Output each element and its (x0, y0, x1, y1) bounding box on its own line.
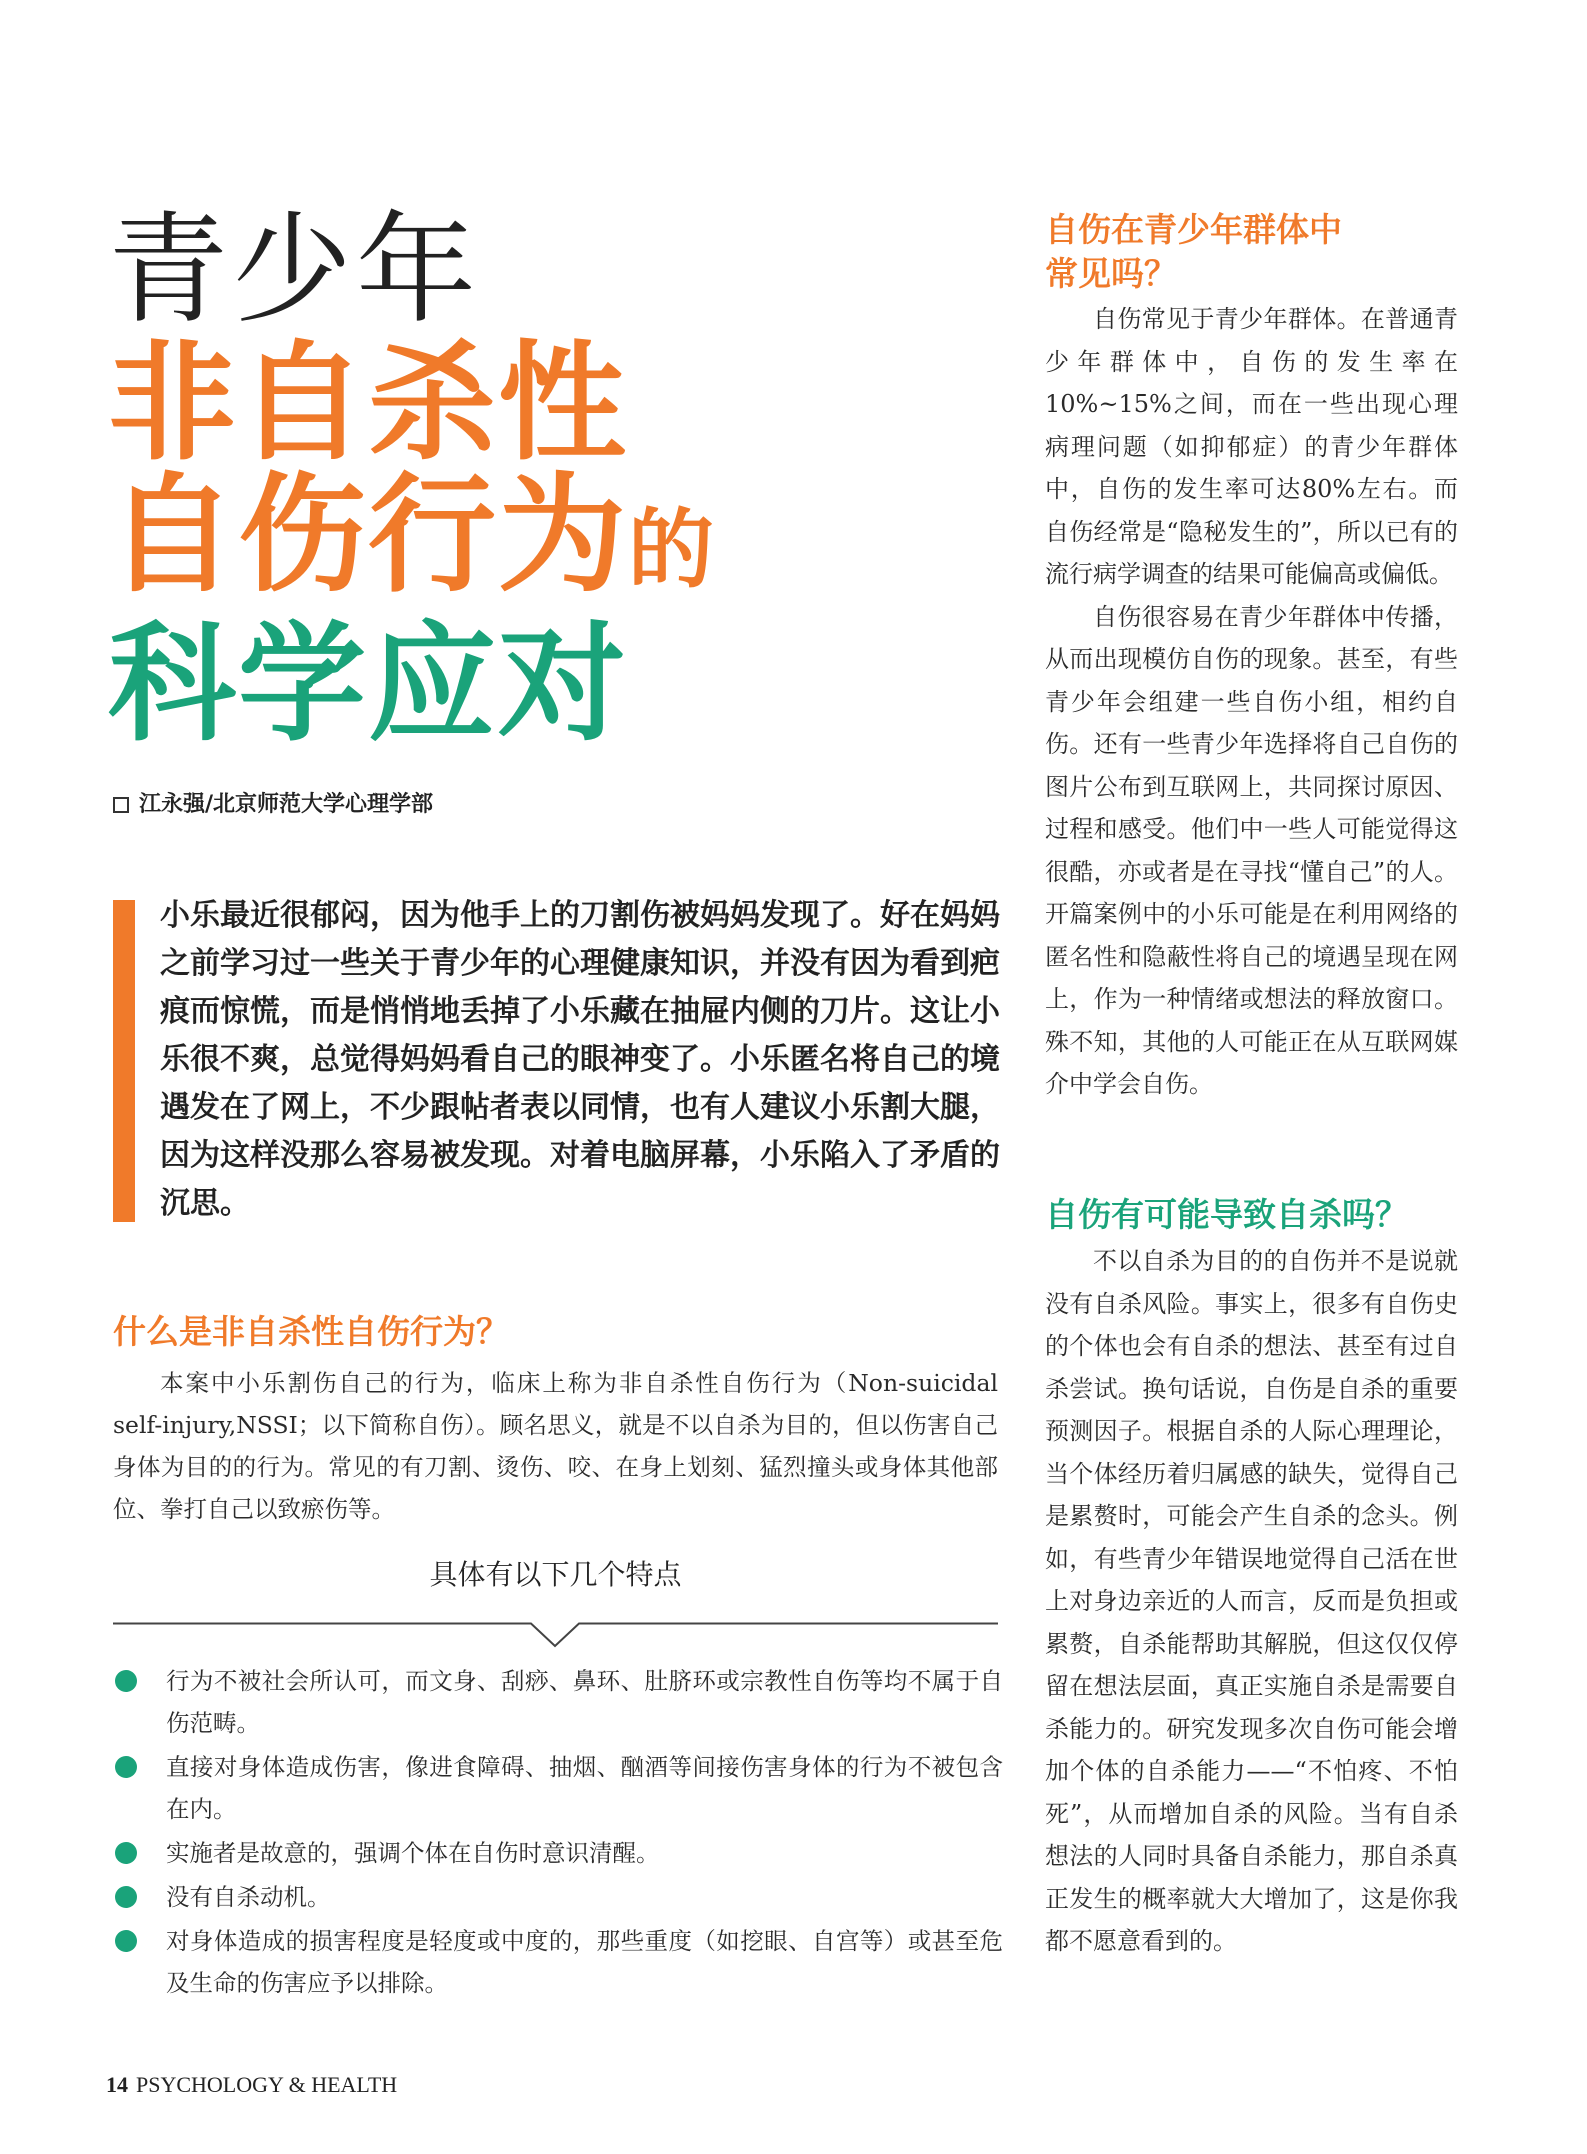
bullet-dot-icon (115, 1756, 137, 1778)
title-line-3-main: 自伤行为 (108, 460, 629, 610)
list-item: 没有自杀动机。 (113, 1876, 1003, 1918)
bullet-dot-icon (115, 1670, 137, 1692)
features-divider (113, 1622, 998, 1648)
bullet-dot-icon (115, 1842, 137, 1864)
prevalence-paragraph-2: 自伤很容易在青少年群体中传播，从而出现模仿自伤的现象。甚至，有些青少年会组建一些自伤小组，相约自伤。还有一些青少年选择将自己自伤的图片公布到互联网上，共同探讨原因、过程和感受。他们中一些人可能觉得这很酷，亦或者是在寻找“懂自己”的人。开篇案例中的小乐可能是在利用网络的匿名性和隐蔽性将自己的境遇呈现在网上，作为一种情绪或想法的释放窗口。殊不知，其他的人可能正在从互联网媒介中学会自伤。 (1045, 602, 1458, 1098)
section-body-definition (113, 1362, 998, 1530)
section-body-prevalence (1045, 298, 1458, 1106)
title-line-2: 非自杀性 (108, 328, 629, 478)
list-item: 直接对身体造成伤害，像进食障碍、抽烟、酗酒等间接伤害身体的行为不被包含在内。 (113, 1746, 1003, 1830)
list-item: 实施者是故意的，强调个体在自伤时意识清醒。 (113, 1832, 1003, 1874)
section-heading-prevalence (1045, 208, 1342, 296)
title-line-4: 科学应对 (108, 609, 629, 759)
features-list (113, 1660, 1003, 2006)
prevalence-paragraph-1: 自伤常见于青少年群体。在普通青少年群体中，自伤的发生率在10%~15%之间，而在一些出现心理病理问题（如抑郁症）的青少年群体中，自伤的发生率可达80%左右。而自伤经常是“隐秘发生的”，所以已有的流行病学调查的结果可能偏高或偏低。 (1045, 305, 1458, 588)
section-heading-suicide-risk: 自伤有可能导致自杀吗？ (1045, 1195, 1408, 1234)
author-text: 江永强/北京师范大学心理学部 (139, 792, 434, 817)
suicide-risk-paragraph: 不以自杀为目的的自伤并不是说就没有自杀风险。事实上，很多有自伤史的个体也会有自杀的想法、甚至有过自杀尝试。换句话说，自伤是自杀的重要预测因子。根据自杀的人际心理理论，当个体经历着归属感的缺失，觉得自己是累赘时，可能会产生自杀的念头。例如，有些青少年错误地觉得自己活在世上对身边亲近的人而言，反而是负担或累赘，自杀能帮助其解脱，但这仅仅停留在想法层面，真正实施自杀是需要自杀能力的。研究发现多次自伤可能会增加个体的自杀能力——“不怕疼、不怕死”，从而增加自杀的风险。当有自杀想法的人同时具备自杀能力，那自杀真正发生的概率就大大增加了，这是你我都不愿意看到的。 (1045, 1247, 1458, 1955)
bullet-dot-icon (115, 1930, 137, 1952)
square-bullet-icon (113, 797, 129, 813)
title-line-3-suffix: 的 (628, 499, 715, 600)
list-item: 对身体造成的损害程度是轻度或中度的，那些重度（如挖眼、自宫等）或甚至危及生命的伤害应予以排除。 (113, 1920, 1003, 2004)
prevalence-heading-line-1: 自伤在青少年群体中 (1045, 210, 1342, 249)
title-line-1: 青少年 (108, 201, 480, 340)
author-byline (113, 787, 433, 818)
page-footer (106, 2072, 397, 2098)
prevalence-heading-line-2: 常见吗？ (1045, 254, 1177, 293)
page-number: 14 (106, 2072, 128, 2097)
section-heading-definition: 什么是非自杀性自伤行为？ (113, 1312, 509, 1351)
title-line-3 (108, 460, 828, 616)
list-item: 行为不被社会所认可，而文身、刮痧、鼻环、肚脐环或宗教性自伤等均不属于自伤范畴。 (113, 1660, 1003, 1744)
intro-paragraph: 小乐最近很郁闷，因为他手上的刀割伤被妈妈发现了。好在妈妈之前学习过一些关于青少年的心理健康知识，并没有因为看到疤痕而惊慌，而是悄悄地丢掉了小乐藏在抽屉内侧的刀片。这让小乐很不爽，总觉得妈妈看自己的眼神变了。小乐匿名将自己的境遇发在了网上，不少跟帖者表以同情，也有人建议小乐割大腿，因为这样没那么容易被发现。对着电脑屏幕，小乐陷入了矛盾的沉思。 (160, 898, 1000, 1221)
section-body-suicide-risk (1045, 1240, 1458, 1963)
features-heading: 具体有以下几个特点 (429, 1558, 682, 1591)
magazine-name: PSYCHOLOGY & HEALTH (136, 2072, 398, 2097)
article-title (108, 201, 828, 759)
intro-accent-bar (113, 900, 135, 1222)
bullet-dot-icon (115, 1886, 137, 1908)
definition-paragraph: 本案中小乐割伤自己的行为，临床上称为非自杀性自伤行为（Non-suicidal self-injury,NSSI；以下简称自伤）。顾名思义，就是不以自杀为目的，但以伤害自己身体为目的的行为。常见的有刀割、烫伤、咬、在身上划刻、猛烈撞头或身体其他部位、拳打自己以致瘀伤等。 (113, 1369, 998, 1523)
